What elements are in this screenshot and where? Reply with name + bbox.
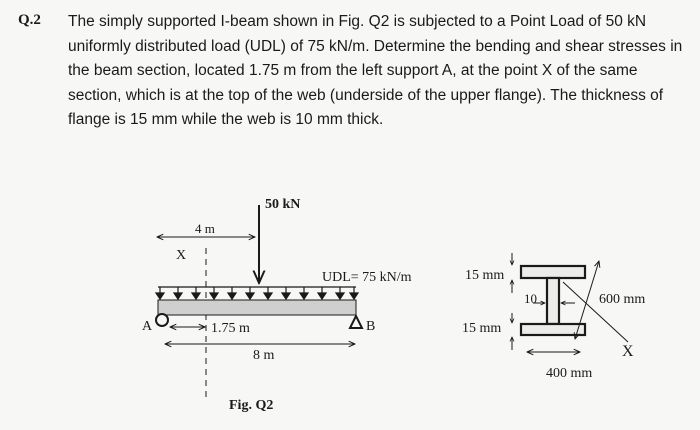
- flange-bottom-thickness-label: 15 mm: [462, 321, 502, 336]
- point-x-label: X: [622, 343, 634, 360]
- support-a-pin: [156, 314, 168, 326]
- web-thickness-label: 10: [524, 291, 537, 306]
- question-text: The simply supported I-beam shown in Fig. Q2 is subjected to a Point Load of 50 kN uniformly distributed load (UDL) of 75 kN/m. Determine the bending and shear stresses in the beam section, located 1.75 m from the left support A, at the point X of the same section, which is at the top of the web (underside of the upper flange). The thickness of flange is 15 mm while the web is 10 mm thick.: [68, 13, 683, 128]
- section-x-label: X: [176, 248, 187, 263]
- depth-label: 600 mm: [599, 292, 646, 307]
- width-label: 400 mm: [546, 366, 593, 381]
- flange-top-thickness-label: 15 mm: [465, 268, 505, 283]
- beam-body: [158, 300, 356, 315]
- figure-caption: Fig. Q2: [229, 398, 274, 413]
- support-a-label: A: [142, 319, 153, 334]
- support-b-label: B: [366, 319, 376, 334]
- question-number: Q.2: [18, 12, 41, 28]
- udl-arrows: [156, 287, 358, 299]
- udl-label: UDL= 75 kN/m: [322, 270, 412, 285]
- dimension-8m-label: 8 m: [253, 348, 275, 363]
- support-b-triangle: [350, 316, 362, 328]
- dimension-4m-label: 4 m: [195, 221, 215, 236]
- point-load-label: 50 kN: [265, 197, 301, 212]
- dimension-175m-label: 1.75 m: [211, 321, 250, 336]
